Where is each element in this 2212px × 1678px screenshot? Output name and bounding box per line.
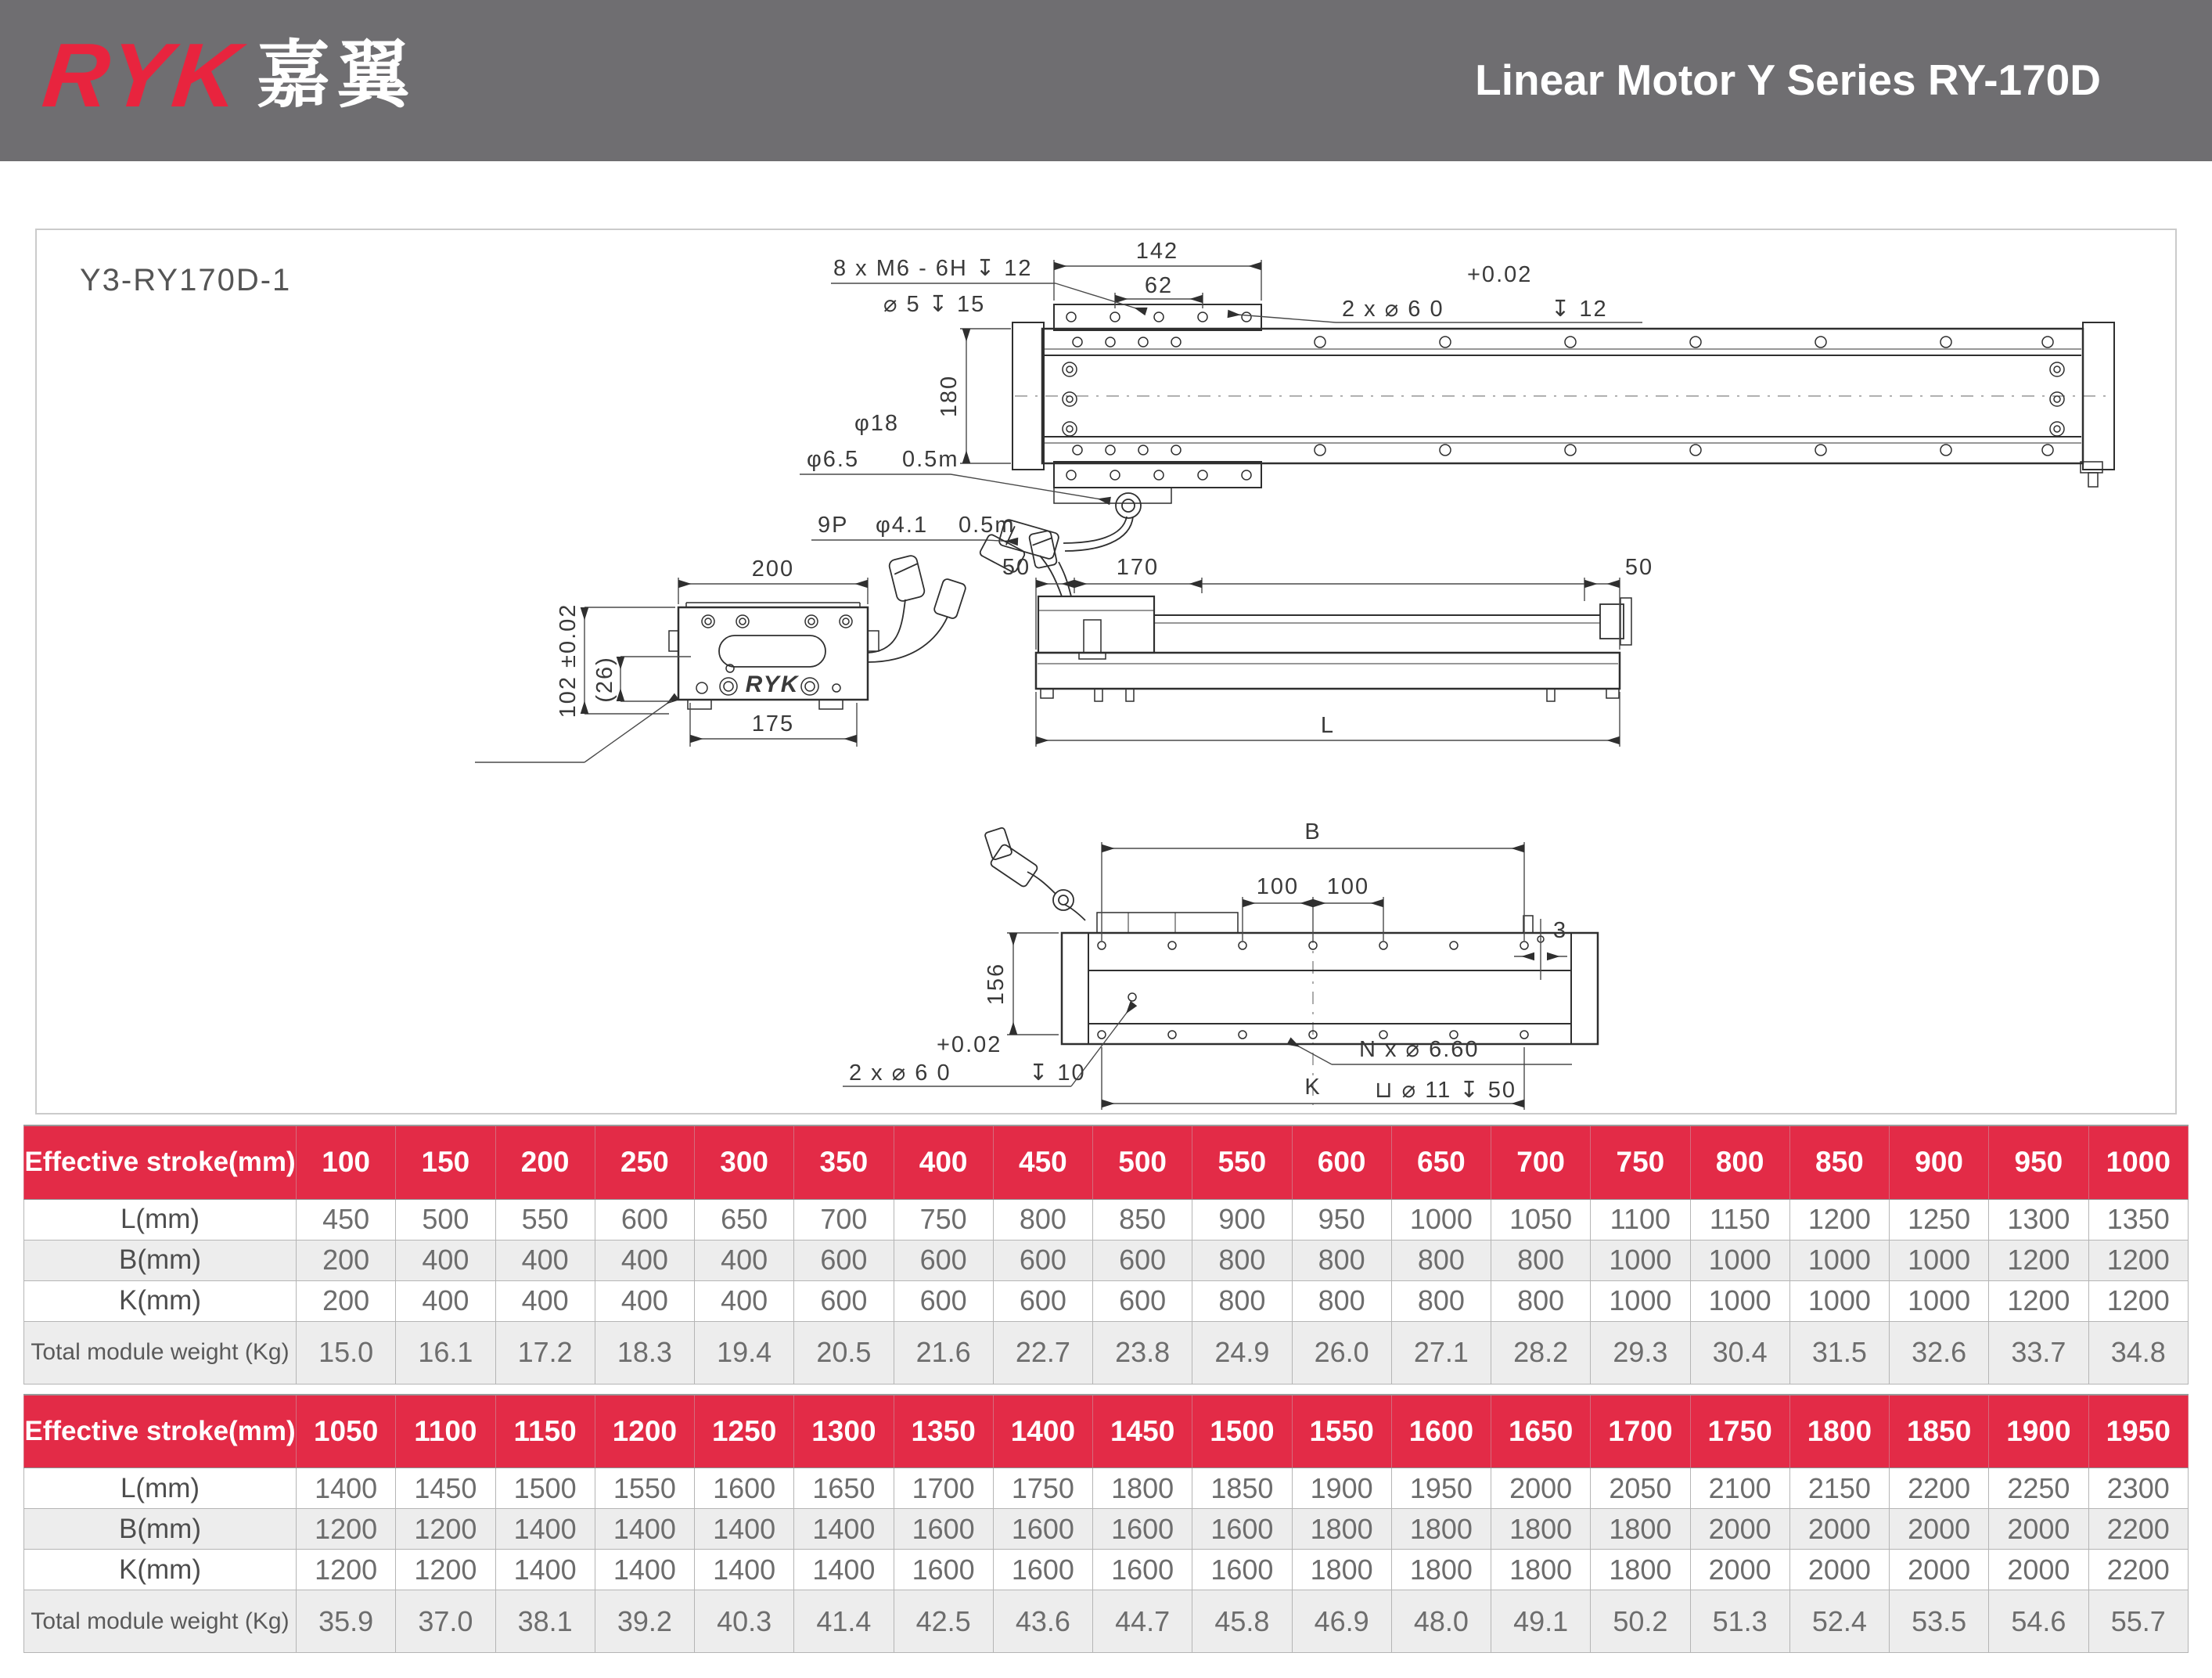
row-label-cell: K(mm): [24, 1280, 297, 1321]
spec-value-cell: 51.3: [1690, 1590, 1789, 1653]
stroke-value-cell: 650: [1391, 1125, 1491, 1199]
spec-value-cell: 21.6: [894, 1321, 993, 1384]
spec-value-cell: 24.9: [1192, 1321, 1292, 1384]
spec-value-cell: 400: [396, 1280, 495, 1321]
spec-value-cell: 49.1: [1491, 1590, 1591, 1653]
brand-logo: [38, 24, 416, 126]
row-label-cell: L(mm): [24, 1199, 297, 1240]
brand-logo-latin: RYK: [38, 24, 246, 126]
spec-band-table: [23, 1394, 2189, 1654]
part-logo: RYK: [745, 672, 800, 697]
spec-value-cell: 800: [1391, 1280, 1491, 1321]
stroke-value-cell: 1050: [297, 1395, 396, 1468]
stroke-value-cell: 750: [1591, 1125, 1690, 1199]
spec-value-cell: 500: [396, 1199, 495, 1240]
spec-value-cell: 19.4: [695, 1321, 794, 1384]
spec-value-cell: 600: [1093, 1280, 1192, 1321]
row-label-cell: B(mm): [24, 1509, 297, 1550]
note-pin-tolerance: +0.02: [1467, 262, 1533, 287]
spec-value-cell: 52.4: [1789, 1590, 1889, 1653]
spec-value-cell: 18.3: [595, 1321, 694, 1384]
spec-value-cell: 2000: [1789, 1550, 1889, 1590]
spec-value-cell: 1900: [1292, 1468, 1391, 1509]
spec-value-cell: 400: [695, 1240, 794, 1280]
note-phi65: φ6.5: [807, 447, 860, 472]
spec-value-cell: 2000: [1890, 1509, 1989, 1550]
dim-L: L: [1320, 713, 1336, 738]
spec-value-cell: 2000: [1491, 1468, 1591, 1509]
spec-value-cell: 46.9: [1292, 1590, 1391, 1653]
dim-102: 102 ±0.02: [556, 603, 581, 718]
spec-value-cell: 1400: [495, 1509, 595, 1550]
stroke-value-cell: 800: [1690, 1125, 1789, 1199]
spec-value-cell: 2000: [1690, 1509, 1789, 1550]
stroke-header-label: Effective stroke(mm): [24, 1395, 297, 1468]
spec-value-cell: 1000: [1789, 1280, 1889, 1321]
spec-value-cell: 600: [993, 1280, 1092, 1321]
spec-value-cell: 1000: [1789, 1240, 1889, 1280]
spec-value-cell: 400: [495, 1240, 595, 1280]
spec-value-cell: 53.5: [1890, 1590, 1989, 1653]
dim-142: 142: [1135, 239, 1179, 264]
spec-value-cell: 2000: [1789, 1509, 1889, 1550]
spec-value-cell: 2000: [1890, 1550, 1989, 1590]
note-m6-line2: ⌀ 5 ↧ 15: [883, 292, 986, 317]
spec-value-cell: 1000: [1591, 1240, 1690, 1280]
spec-value-cell: 1800: [1292, 1509, 1391, 1550]
spec-value-cell: 39.2: [595, 1590, 694, 1653]
spec-value-cell: 400: [695, 1280, 794, 1321]
spec-value-cell: 800: [1192, 1280, 1292, 1321]
spec-value-cell: 15.0: [297, 1321, 396, 1384]
spec-value-cell: 1800: [1491, 1509, 1591, 1550]
spec-value-cell: 1500: [495, 1468, 595, 1509]
spec-value-cell: 800: [1292, 1240, 1391, 1280]
spec-value-cell: 550: [495, 1199, 595, 1240]
spec-value-cell: 1200: [396, 1509, 495, 1550]
spec-value-cell: 2300: [2088, 1468, 2189, 1509]
spec-value-cell: 2100: [1690, 1468, 1789, 1509]
spec-value-cell: 44.7: [1093, 1590, 1192, 1653]
spec-value-cell: 2200: [2088, 1550, 2189, 1590]
spec-value-cell: 1600: [894, 1509, 993, 1550]
stroke-header-label: Effective stroke(mm): [24, 1125, 297, 1199]
spec-value-cell: 800: [1491, 1280, 1591, 1321]
stroke-value-cell: 1600: [1391, 1395, 1491, 1468]
spec-value-cell: 42.5: [894, 1590, 993, 1653]
stroke-value-cell: 250: [595, 1125, 694, 1199]
stroke-value-cell: 1300: [794, 1395, 894, 1468]
spec-value-cell: 2250: [1989, 1468, 2088, 1509]
spec-value-cell: 1300: [1989, 1199, 2088, 1240]
spec-value-cell: 1800: [1591, 1550, 1690, 1590]
stroke-value-cell: 350: [794, 1125, 894, 1199]
spec-value-cell: 1400: [695, 1550, 794, 1590]
side-view: [979, 531, 1631, 701]
stroke-value-cell: 1350: [894, 1395, 993, 1468]
spec-value-cell: 850: [1093, 1199, 1192, 1240]
spec-value-cell: 2200: [2088, 1509, 2189, 1550]
spec-value-cell: 600: [794, 1280, 894, 1321]
spec-value-cell: 2000: [1690, 1550, 1789, 1590]
spec-value-cell: 400: [595, 1280, 694, 1321]
cable-connector: [868, 554, 966, 662]
stroke-value-cell: 1900: [1989, 1395, 2088, 1468]
stroke-value-cell: 850: [1789, 1125, 1889, 1199]
spec-value-cell: 37.0: [396, 1590, 495, 1653]
spec-value-cell: 54.6: [1989, 1590, 2088, 1653]
spec-value-cell: 1800: [1292, 1550, 1391, 1590]
spec-value-cell: 1600: [1192, 1509, 1292, 1550]
spec-value-cell: 45.8: [1192, 1590, 1292, 1653]
dim-3: 3: [1553, 918, 1568, 943]
spec-value-cell: 1250: [1890, 1199, 1989, 1240]
stroke-value-cell: 1500: [1192, 1395, 1292, 1468]
stroke-value-cell: 1100: [396, 1395, 495, 1468]
spec-value-cell: 1200: [1989, 1280, 2088, 1321]
spec-value-cell: 40.3: [695, 1590, 794, 1653]
stroke-value-cell: 1250: [695, 1395, 794, 1468]
spec-value-cell: 30.4: [1690, 1321, 1789, 1384]
spec-value-cell: 33.7: [1989, 1321, 2088, 1384]
stroke-value-cell: 1800: [1789, 1395, 1889, 1468]
spec-value-cell: 1100: [1591, 1199, 1690, 1240]
note-phi41-length: 0.5m: [959, 513, 1016, 538]
row-label-cell: B(mm): [24, 1240, 297, 1280]
note-phi65-length: 0.5m: [902, 447, 959, 472]
spec-value-cell: 32.6: [1890, 1321, 1989, 1384]
spec-value-cell: 1400: [297, 1468, 396, 1509]
spec-value-cell: 34.8: [2088, 1321, 2189, 1384]
bottom-view-texts: [849, 819, 1567, 1103]
note-pin: 2 x ⌀ 6 0: [1342, 297, 1444, 322]
bottom-view-dimensions: [843, 842, 1572, 1110]
dim-100-right: 100: [1326, 874, 1370, 899]
dim-50-right: 50: [1624, 555, 1654, 580]
spec-value-cell: 1700: [894, 1468, 993, 1509]
spec-value-cell: 1600: [1093, 1509, 1192, 1550]
spec-value-cell: 38.1: [495, 1590, 595, 1653]
spec-value-cell: 600: [894, 1240, 993, 1280]
spec-value-cell: 1000: [1591, 1280, 1690, 1321]
dim-B: B: [1304, 819, 1322, 844]
spec-value-cell: 800: [993, 1199, 1092, 1240]
stroke-value-cell: 100: [297, 1125, 396, 1199]
spec-band-table: [23, 1125, 2189, 1385]
stroke-value-cell: 150: [396, 1125, 495, 1199]
spec-value-cell: 450: [297, 1199, 396, 1240]
spec-value-cell: 43.6: [993, 1590, 1092, 1653]
row-label-cell: K(mm): [24, 1550, 297, 1590]
spec-value-cell: 1600: [993, 1509, 1092, 1550]
spec-value-cell: 1000: [1890, 1280, 1989, 1321]
spec-value-cell: 400: [396, 1240, 495, 1280]
spec-value-cell: 35.9: [297, 1590, 396, 1653]
spec-value-cell: 28.2: [1491, 1321, 1591, 1384]
stroke-value-cell: 200: [495, 1125, 595, 1199]
spec-value-cell: 950: [1292, 1199, 1391, 1240]
dim-200: 200: [751, 556, 795, 582]
note-pin-bottom: 2 x ⌀ 6 0: [849, 1060, 951, 1086]
spec-value-cell: 1800: [1391, 1509, 1491, 1550]
stroke-value-cell: 1950: [2088, 1395, 2189, 1468]
spec-value-cell: 1200: [396, 1550, 495, 1590]
stroke-value-cell: 550: [1192, 1125, 1292, 1199]
note-phi41: φ4.1: [876, 513, 929, 538]
spec-value-cell: 400: [595, 1240, 694, 1280]
technical-drawing: [37, 230, 2172, 1110]
brand-logo-chinese: 嘉翼: [256, 34, 416, 117]
dim-180: 180: [937, 374, 962, 418]
spec-value-cell: 17.2: [495, 1321, 595, 1384]
stroke-value-cell: 1150: [495, 1395, 595, 1468]
note-pin-depth: ↧ 12: [1551, 297, 1608, 322]
dim-100-left: 100: [1256, 874, 1300, 899]
drawing-model-label: Y3-RY170D-1: [80, 263, 292, 297]
stroke-value-cell: 900: [1890, 1125, 1989, 1199]
spec-value-cell: 1450: [396, 1468, 495, 1509]
spec-value-cell: 1600: [993, 1550, 1092, 1590]
spec-value-cell: 800: [1192, 1240, 1292, 1280]
spec-value-cell: 1850: [1192, 1468, 1292, 1509]
spec-value-cell: 2200: [1890, 1468, 1989, 1509]
spec-value-cell: 2000: [1989, 1509, 2088, 1550]
spec-value-cell: 1050: [1491, 1199, 1591, 1240]
spec-value-cell: 1000: [1690, 1240, 1789, 1280]
dim-170: 170: [1116, 555, 1160, 580]
spec-value-cell: 1800: [1491, 1550, 1591, 1590]
spec-value-cell: 1600: [1192, 1550, 1292, 1590]
spec-value-cell: 2050: [1591, 1468, 1690, 1509]
spec-value-cell: 800: [1292, 1280, 1391, 1321]
dim-K: K: [1304, 1075, 1322, 1100]
spec-value-cell: 23.8: [1093, 1321, 1192, 1384]
spec-value-cell: 800: [1491, 1240, 1591, 1280]
note-m6-line1: 8 x M6 - 6H ↧ 12: [833, 256, 1033, 281]
spec-value-cell: 1200: [297, 1550, 396, 1590]
spec-value-cell: 1200: [2088, 1240, 2189, 1280]
dim-156: 156: [984, 962, 1009, 1006]
spec-value-cell: 1600: [1093, 1550, 1192, 1590]
dim-175: 175: [751, 711, 795, 736]
stroke-value-cell: 1550: [1292, 1395, 1391, 1468]
stroke-value-cell: 300: [695, 1125, 794, 1199]
spec-value-cell: 1400: [794, 1509, 894, 1550]
spec-value-cell: 200: [297, 1280, 396, 1321]
spec-value-cell: 1600: [894, 1550, 993, 1590]
stroke-value-cell: 400: [894, 1125, 993, 1199]
spec-value-cell: 750: [894, 1199, 993, 1240]
spec-value-cell: 1000: [1690, 1280, 1789, 1321]
spec-value-cell: 1200: [1989, 1240, 2088, 1280]
spec-value-cell: 31.5: [1789, 1321, 1889, 1384]
spec-value-cell: 1350: [2088, 1199, 2189, 1240]
spec-value-cell: 1650: [794, 1468, 894, 1509]
top-plan-view: [998, 304, 2114, 560]
section-view: [475, 554, 966, 762]
spec-value-cell: 1950: [1391, 1468, 1491, 1509]
spec-value-cell: 1750: [993, 1468, 1092, 1509]
note-phi18: φ18: [854, 411, 900, 436]
stroke-value-cell: 1400: [993, 1395, 1092, 1468]
stroke-value-cell: 1000: [2088, 1125, 2189, 1199]
stroke-value-cell: 1850: [1890, 1395, 1989, 1468]
stroke-value-cell: 1450: [1093, 1395, 1192, 1468]
stroke-value-cell: 1700: [1591, 1395, 1690, 1468]
spec-value-cell: 1800: [1391, 1550, 1491, 1590]
spec-value-cell: 1400: [695, 1509, 794, 1550]
spec-value-cell: 1150: [1690, 1199, 1789, 1240]
spec-value-cell: 1550: [595, 1468, 694, 1509]
note-pin-depth-bottom: ↧ 10: [1029, 1060, 1086, 1086]
stroke-value-cell: 700: [1491, 1125, 1591, 1199]
row-label-cell: L(mm): [24, 1468, 297, 1509]
stroke-value-cell: 1750: [1690, 1395, 1789, 1468]
stroke-value-cell: 1650: [1491, 1395, 1591, 1468]
spec-value-cell: 600: [993, 1240, 1092, 1280]
note-pin-tolerance-bottom: +0.02: [937, 1032, 1002, 1057]
spec-value-cell: 700: [794, 1199, 894, 1240]
stroke-value-cell: 950: [1989, 1125, 2088, 1199]
spec-value-cell: 1200: [2088, 1280, 2189, 1321]
spec-value-cell: 29.3: [1591, 1321, 1690, 1384]
top-header-bar: [0, 0, 2212, 161]
spec-value-cell: 1800: [1591, 1509, 1690, 1550]
stroke-value-cell: 500: [1093, 1125, 1192, 1199]
spec-value-cell: 1000: [1391, 1199, 1491, 1240]
spec-value-cell: 600: [1093, 1240, 1192, 1280]
spec-value-cell: 1400: [595, 1550, 694, 1590]
spec-value-cell: 2000: [1989, 1550, 2088, 1590]
cable-connector: [984, 827, 1085, 920]
spec-value-cell: 1400: [595, 1509, 694, 1550]
stroke-value-cell: 450: [993, 1125, 1092, 1199]
spec-value-cell: 800: [1391, 1240, 1491, 1280]
row-label-cell: Total module weight (Kg): [24, 1590, 297, 1653]
spec-value-cell: 900: [1192, 1199, 1292, 1240]
spec-value-cell: 48.0: [1391, 1590, 1491, 1653]
dim-50-left: 50: [1002, 555, 1031, 580]
spec-value-cell: 16.1: [396, 1321, 495, 1384]
page-title: Linear Motor Y Series RY-170D: [1475, 56, 2101, 104]
spec-value-cell: 1200: [1789, 1199, 1889, 1240]
spec-value-cell: 41.4: [794, 1590, 894, 1653]
spec-value-cell: 1600: [695, 1468, 794, 1509]
spec-value-cell: 22.7: [993, 1321, 1092, 1384]
spec-value-cell: 2150: [1789, 1468, 1889, 1509]
spec-value-cell: 650: [695, 1199, 794, 1240]
spec-value-cell: 1400: [794, 1550, 894, 1590]
spec-value-cell: 200: [297, 1240, 396, 1280]
spec-value-cell: 600: [794, 1240, 894, 1280]
note-n-holes: N x ⌀ 6.60: [1359, 1037, 1480, 1062]
note-counterbore: ⊔ ⌀ 11 ↧ 50: [1375, 1078, 1516, 1103]
spec-value-cell: 26.0: [1292, 1321, 1391, 1384]
stroke-value-cell: 1200: [595, 1395, 694, 1468]
spec-value-cell: 600: [595, 1199, 694, 1240]
dim-26: (26): [592, 656, 617, 703]
spec-value-cell: 1800: [1093, 1468, 1192, 1509]
spec-value-cell: 1200: [297, 1509, 396, 1550]
row-label-cell: Total module weight (Kg): [24, 1321, 297, 1384]
stroke-value-cell: 600: [1292, 1125, 1391, 1199]
note-9p: 9P: [818, 513, 849, 538]
spec-table: [23, 1125, 2189, 1662]
spec-value-cell: 400: [495, 1280, 595, 1321]
spec-value-cell: 50.2: [1591, 1590, 1690, 1653]
spec-value-cell: 55.7: [2088, 1590, 2189, 1653]
spec-value-cell: 27.1: [1391, 1321, 1491, 1384]
drawing-panel: [35, 229, 2177, 1114]
spec-value-cell: 1400: [495, 1550, 595, 1590]
side-view-texts: [1002, 555, 1653, 738]
spec-value-cell: 20.5: [794, 1321, 894, 1384]
spec-value-cell: 600: [894, 1280, 993, 1321]
dim-62: 62: [1144, 273, 1174, 298]
spec-value-cell: 1000: [1890, 1240, 1989, 1280]
